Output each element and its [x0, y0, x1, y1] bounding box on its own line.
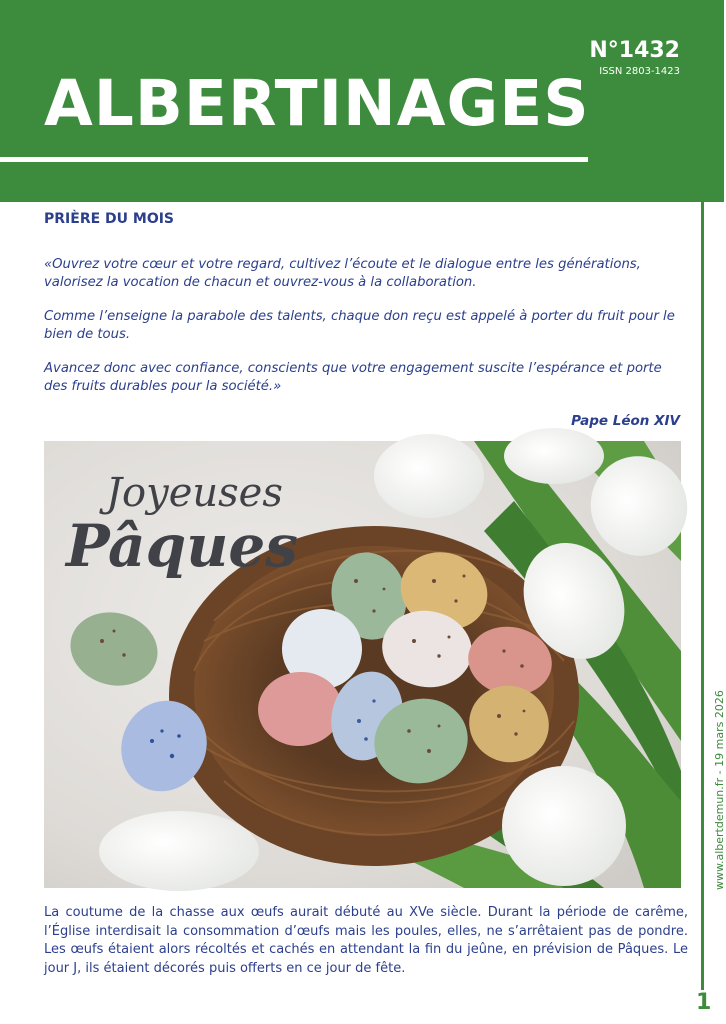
right-vertical-rule — [701, 202, 704, 990]
issue-number: N°1432 — [589, 38, 680, 63]
page-number: 1 — [696, 990, 712, 1015]
header-banner — [0, 0, 724, 202]
greeting-line2: Pâques — [66, 512, 298, 580]
article-text: La coutume de la chasse aux œufs aurait débuté au XVe siècle. Durant la période de carême, l’Église interdisait la consommation d’œufs mais les poules, elles, ne s’arrêtaient pas de pondre. Les œufs étaient alors récoltés et cachés en attendant la fin du jeûne, en prévision de Pâques. Le jour J, ils étaient décorés puis offerts en ce jour de fête. — [44, 905, 688, 976]
greeting-line1: Joyeuses — [106, 470, 283, 516]
prayer-quote — [44, 256, 684, 412]
easter-photo — [44, 441, 681, 888]
section-title: PRIÈRE DU MOIS — [44, 211, 175, 227]
issn-label: ISSN 2803-1423 — [599, 66, 680, 77]
quote-paragraph: «Ouvrez votre cœur et votre regard, cultivez l’écoute et le dialogue entre les générations, valorisez la vocation de chacun et ouvrez-vous à la collaboration. — [44, 257, 641, 290]
title-underline — [0, 157, 588, 162]
newsletter-title: ALBERTINAGES — [44, 67, 590, 140]
quote-author: Pape Léon XIV — [571, 413, 680, 429]
website-date: www.albertdemun.fr - 19 mars 2026 — [713, 690, 726, 890]
quote-paragraph: Comme l’enseigne la parabole des talents, chaque don reçu est appelé à porter du fruit pour le bien de tous. — [44, 309, 675, 342]
quote-paragraph: Avancez donc avec confiance, conscients que votre engagement suscite l’espérance et porte des fruits durables pour la société.» — [44, 361, 662, 394]
